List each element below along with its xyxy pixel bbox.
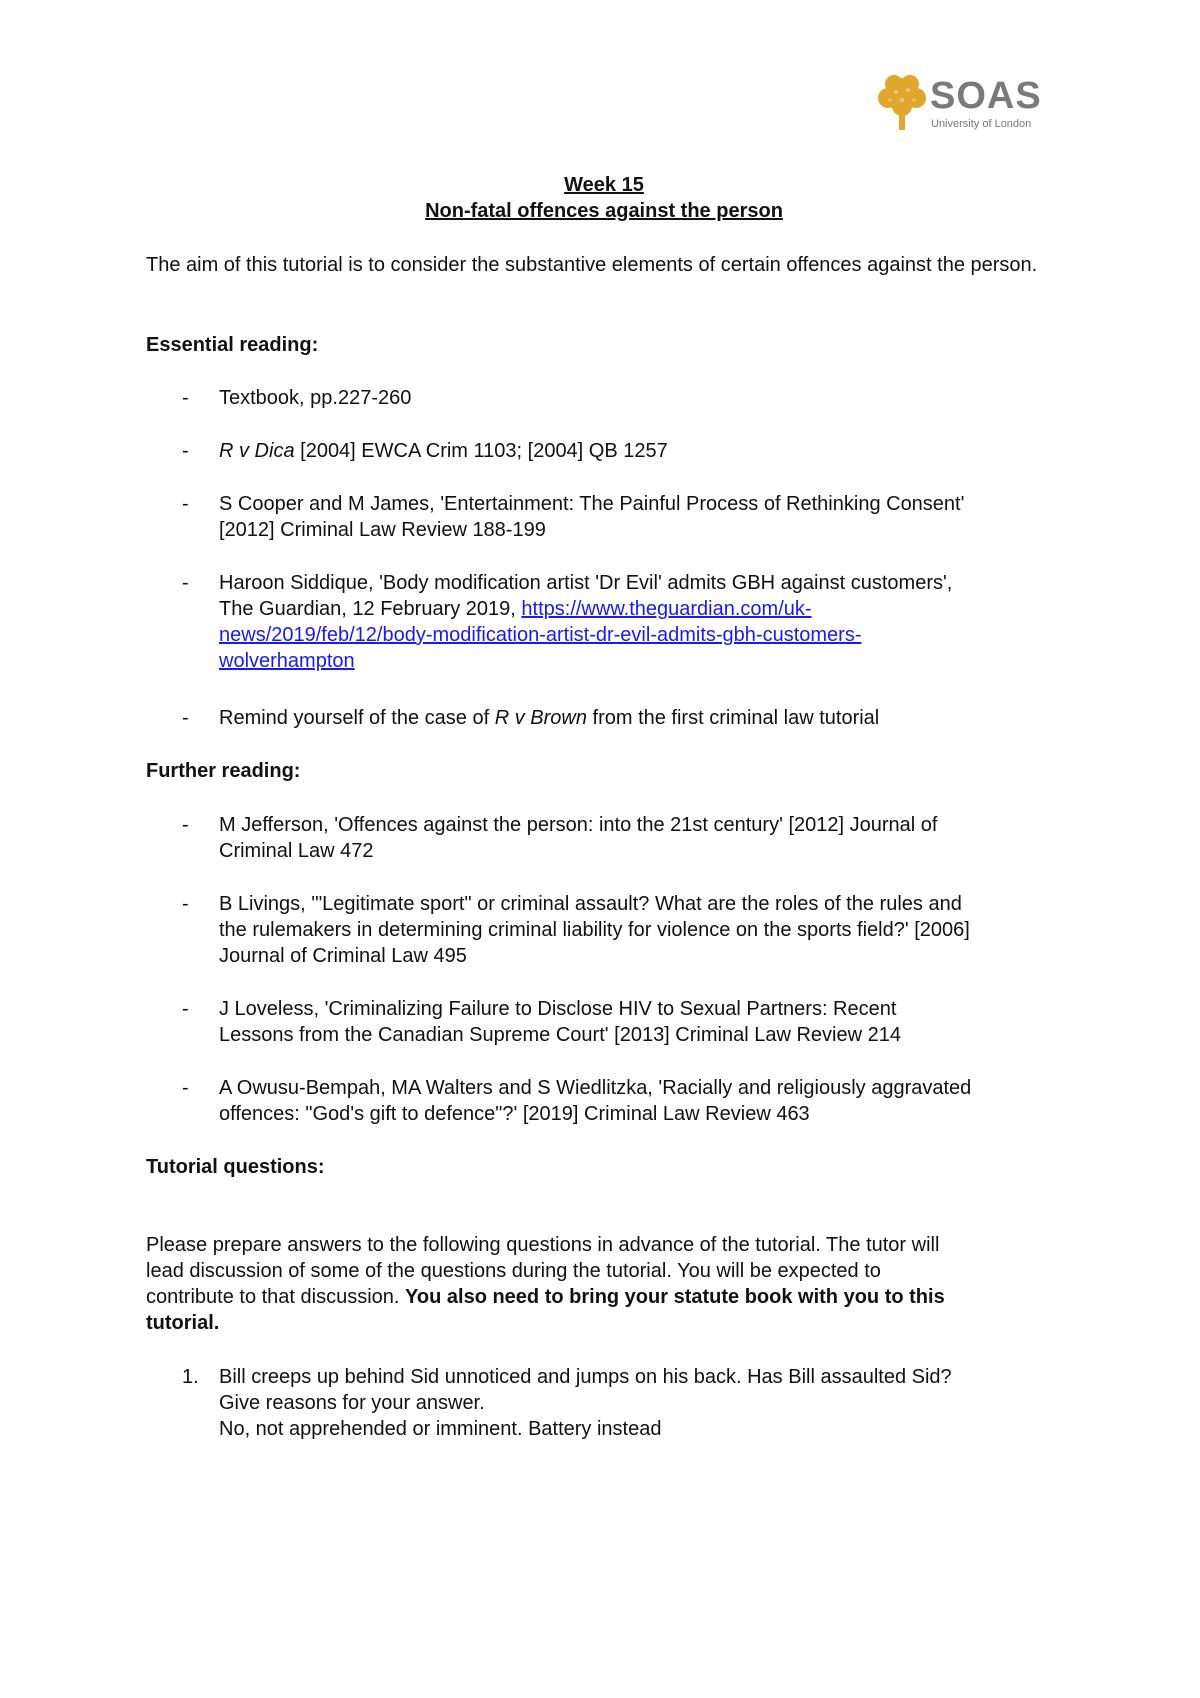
list-dash: -	[182, 893, 189, 915]
statute-book-notice: You also need to bring your statute book with you to this	[405, 1286, 945, 1308]
question-text: Bill creeps up behind Sid unnoticed and jumps on his back. Has Bill assaulted Sid?	[219, 1366, 952, 1388]
reading-item: - J Loveless, 'Criminalizing Failure to Disclose HIV to Sexual Partners: Recent Lessons from the Canadian Supreme Court' [2013] Criminal Law Review 214	[182, 998, 901, 1046]
reading-item: - Remind yourself of the case of R v Brown from the first criminal law tutorial	[182, 707, 880, 729]
reading-item	[146, 570, 1066, 674]
further-reading-heading: Further reading:	[146, 760, 301, 782]
case-name: R v Brown	[494, 707, 587, 729]
reading-item: - B Livings, '"Legitimate sport" or criminal assault? What are the roles of the rules and the rulemakers in determining criminal liability for violence on the sports field?' [2006] Journal of Criminal Law 495	[182, 893, 970, 967]
intro-paragraph: The aim of this tutorial is to consider the substantive elements of certain offences against the person.	[146, 254, 1038, 276]
reading-item: - M Jefferson, 'Offences against the person: into the 21st century' [2012] Journal of Criminal Law 472	[182, 814, 938, 862]
reading-item: - A Owusu-Bempah, MA Walters and S Wiedlitzka, 'Racially and religiously aggravated offences: "God's gift to defence"?' [2019] Criminal Law Review 463	[182, 1077, 972, 1125]
reading-line: The Guardian, 12 February 2019,	[219, 598, 522, 620]
case-name: R v Dica	[219, 440, 295, 462]
guardian-link-end[interactable]: wolverhampton	[219, 650, 355, 672]
list-dash: -	[182, 1077, 189, 1099]
soas-logo	[874, 74, 1054, 136]
reading-item	[146, 438, 1066, 464]
list-dash: -	[182, 440, 189, 462]
tutorial-questions-heading: Tutorial questions:	[146, 1156, 325, 1178]
reading-line: [2012] Criminal Law Review 188-199	[219, 519, 546, 541]
list-dash: -	[182, 387, 189, 409]
topic-title: Non-fatal offences against the person	[425, 200, 783, 222]
reading-item	[146, 385, 1066, 411]
tree-icon	[874, 74, 930, 136]
question-answer: No, not apprehended or imminent. Battery instead	[219, 1418, 662, 1440]
tutorial-instructions: Please prepare answers to the following questions in advance of the tutorial. The tutor will lead discussion of some of the questions during the tutorial. You will be expected to contribute to that discussion. You also need to bring your statute book with you to this tutorial.	[146, 1234, 945, 1334]
reading-line: Haroon Siddique, 'Body modification artist 'Dr Evil' admits GBH against customers',	[219, 572, 953, 594]
question-number: 1.	[182, 1366, 199, 1388]
logo-wordmark: SOAS	[930, 75, 1042, 117]
citation: [2004] EWCA Crim 1103; [2004] QB 1257	[294, 440, 668, 462]
question-item	[146, 1364, 1066, 1442]
week-title: Week 15	[564, 174, 644, 196]
list-dash: -	[182, 998, 189, 1020]
guardian-link[interactable]: https://www.theguardian.com/uk-	[521, 598, 812, 620]
list-dash: -	[182, 707, 189, 729]
reading-text: Textbook, pp.227-260	[219, 387, 412, 409]
reading-item	[146, 491, 1066, 543]
reading-line: S Cooper and M James, 'Entertainment: The Painful Process of Rethinking Consent'	[219, 493, 965, 515]
essential-reading-heading: Essential reading:	[146, 334, 319, 356]
list-dash: -	[182, 814, 189, 836]
logo-subtitle: University of London	[931, 118, 1032, 130]
question-text: Give reasons for your answer.	[219, 1392, 485, 1414]
list-dash: -	[182, 572, 189, 594]
guardian-link-cont[interactable]: news/2019/feb/12/body-modification-artist-dr-evil-admits-gbh-customers-	[219, 624, 862, 646]
list-dash: -	[182, 493, 189, 515]
